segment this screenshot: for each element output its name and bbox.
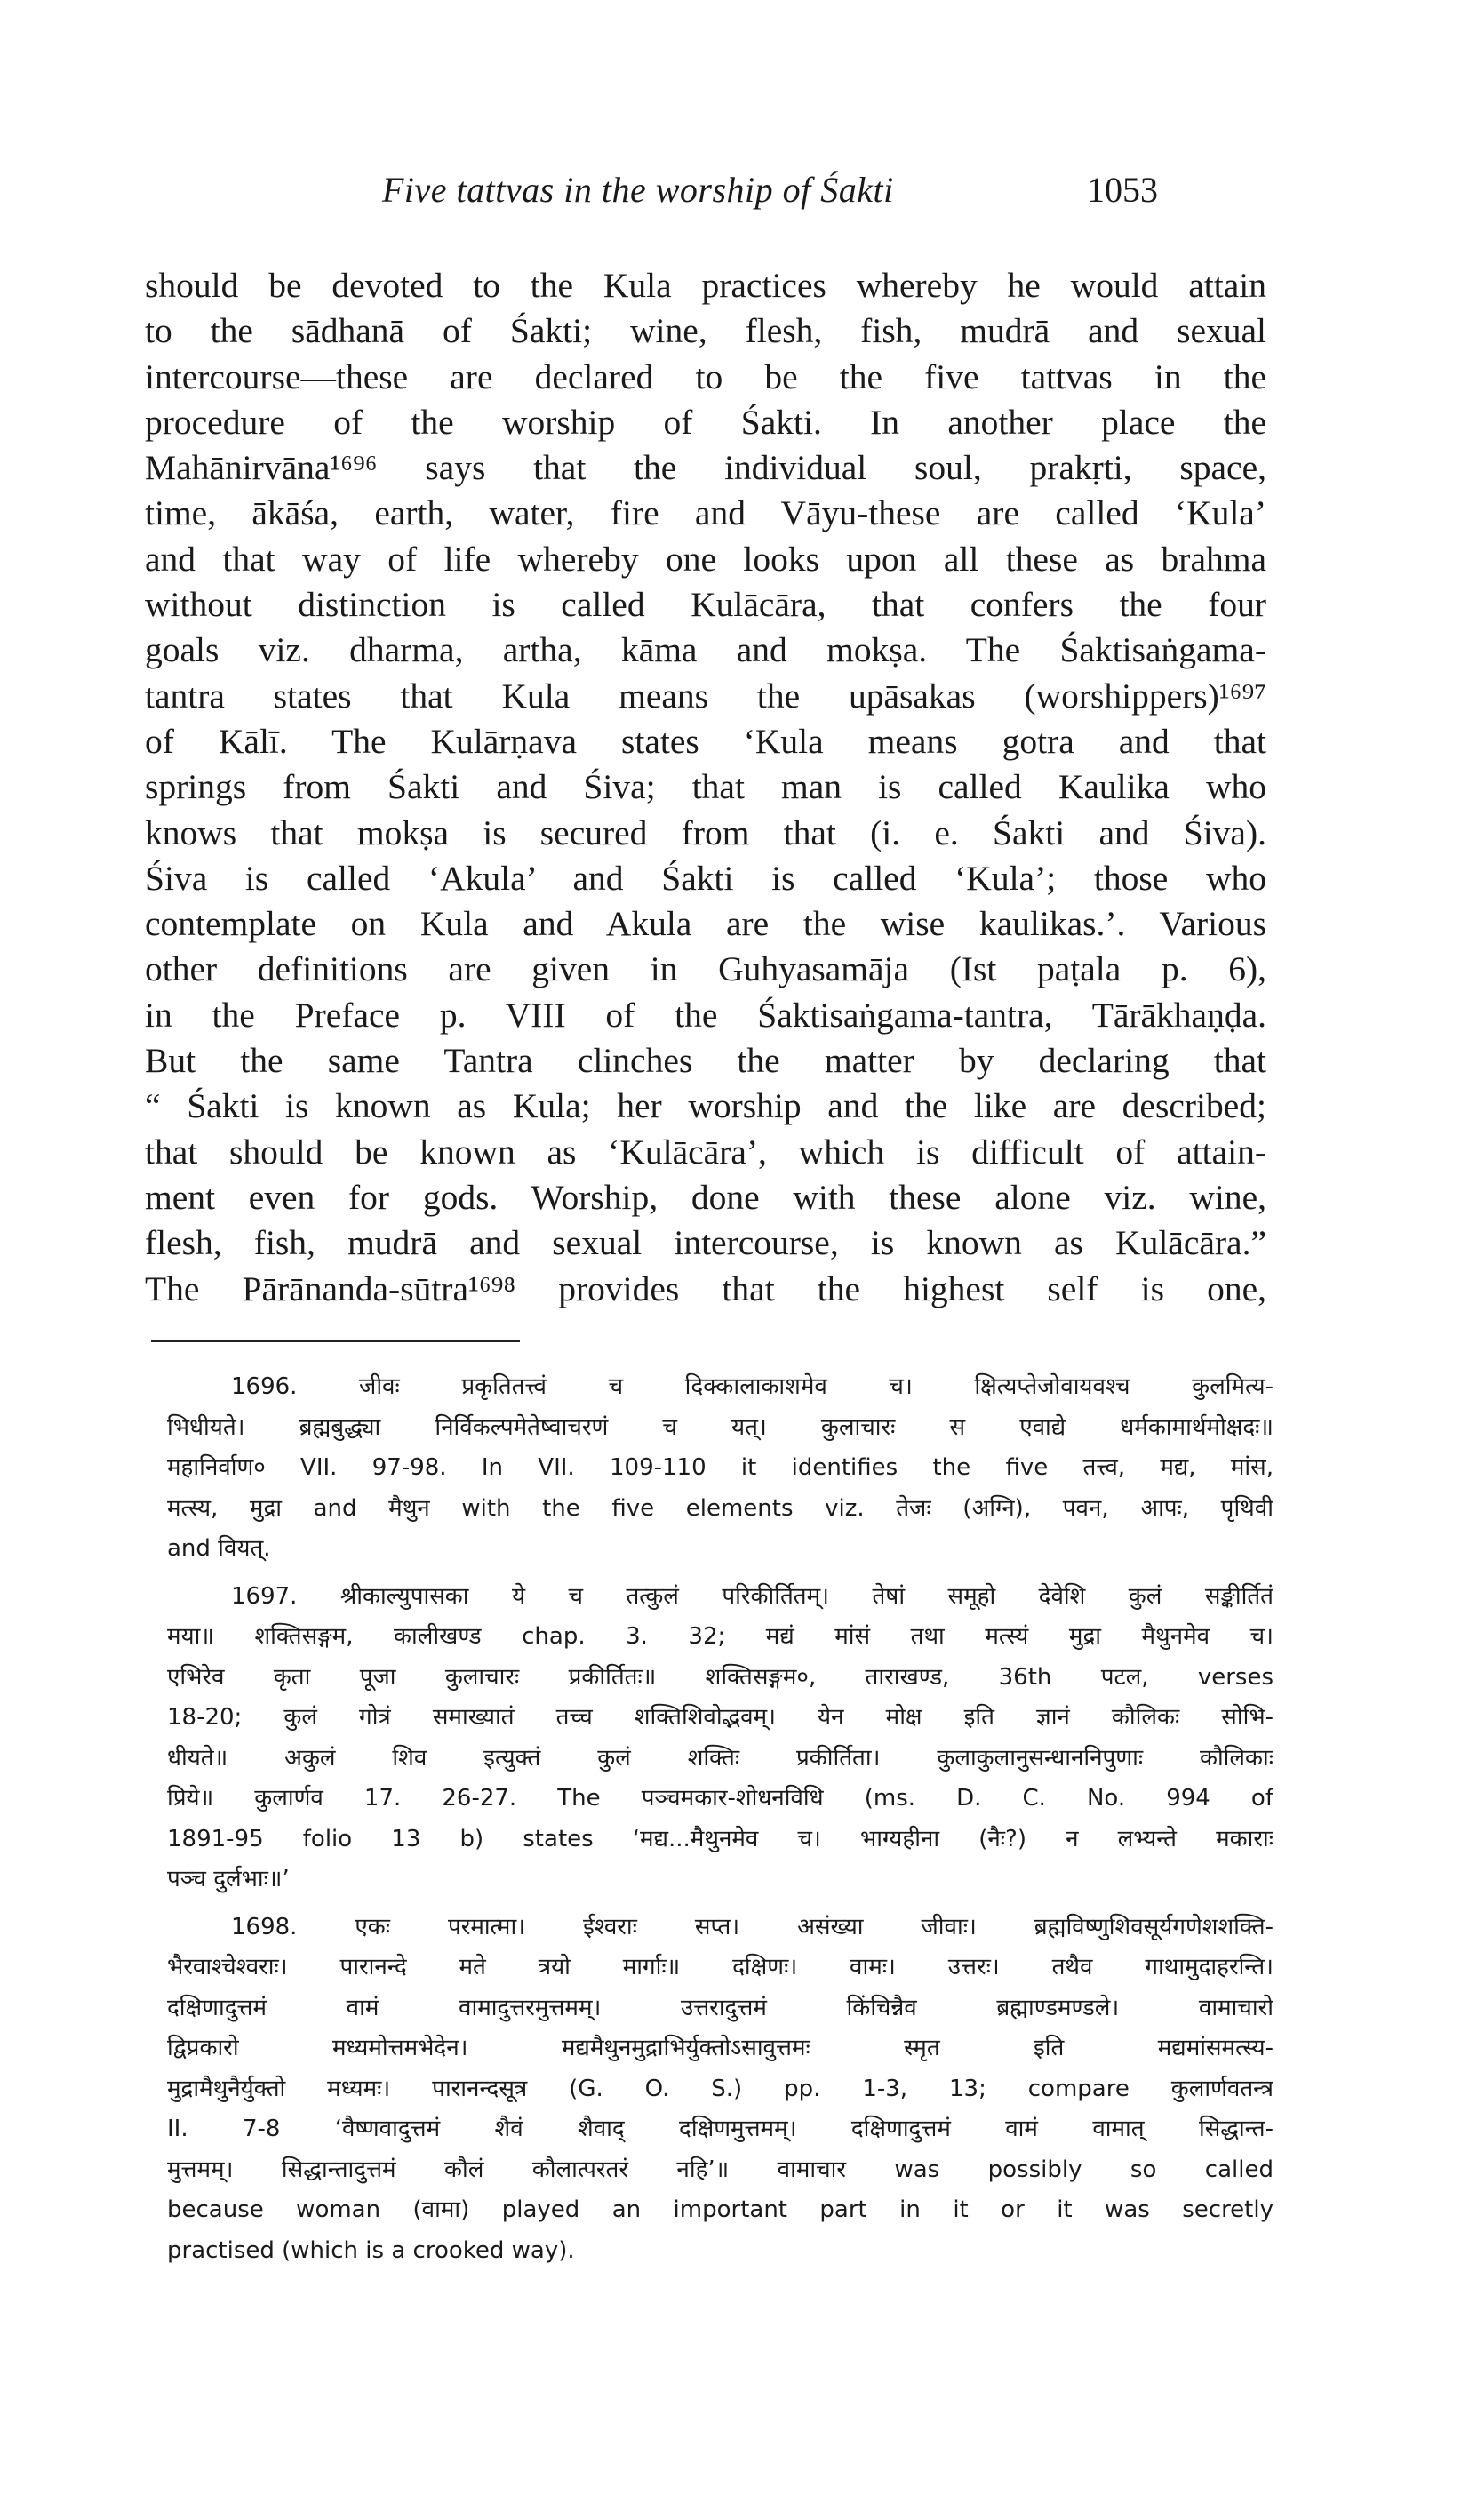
text-line: springs from Śakti and Śiva; that man is called Kaulika who	[145, 767, 1266, 807]
footnote-line: मुद्रामैथुनैर्युक्तो मध्यमः। पारानन्दसूत्र (G. O. S.) pp. 1-3, 13; compare कुलार्णवतन्त्र	[167, 2075, 1273, 2102]
text-line: goals viz. dharma, artha, kāma and mokṣa. The Śaktisaṅgama-	[145, 630, 1266, 670]
footnote-1696	[167, 1367, 1273, 1570]
footnote-line: because woman (वामा) played an important part in it or it was secretly	[167, 2196, 1273, 2223]
footnote-line: II. 7-8 ‘वैष्णवादुत्तमं शैवं शैवाद् दक्षिणमुत्तमम्। दक्षिणादुत्तमं वामं वामात् सिद्धान्त-	[167, 2116, 1273, 2142]
footnote-line: दक्षिणादुत्तमं वामं वामादुत्तरमुत्तमम्। उत्तरादुत्तमं किंचिन्नैव ब्रह्माण्डमण्डले। वामाचारो	[167, 1994, 1273, 2021]
footnote-line: भिधीयते। ब्रह्मबुद्ध्या निर्विकल्पमेतेष्वाचरणं च यत्। कुलाचारः स एवाद्ये धर्मकामार्थमोक्षदः॥	[167, 1413, 1273, 1441]
page-number: 1053	[1087, 170, 1158, 210]
text-line: intercourse—these are declared to be the five tattvas in the	[145, 356, 1266, 396]
footnote-line: महानिर्वाण० VII. 97-98. In VII. 109-110 it identifies the five तत्त्व, मद्य, मांस,	[167, 1454, 1273, 1481]
main-text	[145, 263, 1266, 1312]
text-line: in the Preface p. VIII of the Śaktisaṅgama-tantra, Tārākhaṇḍa.	[145, 995, 1266, 1035]
text-line: Śiva is called ‘Akula’ and Śakti is called ‘Kula’; those who	[145, 858, 1266, 898]
footnote-line: मत्स्य, मुद्रा and मैथुन with the five elements viz. तेजः (अग्नि), पवन, आपः, पृथिवी	[167, 1494, 1273, 1522]
text-line: “ Śakti is known as Kula; her worship and the like are described;	[145, 1086, 1266, 1126]
footnote-line: 1698. एकः परमात्मा। ईश्वराः सप्त। असंख्या जीवाः। ब्रह्मविष्णुशिवसूर्यगणेशशक्ति-	[231, 1913, 1273, 1940]
footnote-line: द्विप्रकारो मध्यमोत्तमभेदेन। मद्यमैथुनमुद्राभिर्युक्तोऽसावुत्तमः स्मृत इति मद्यमांसमत्स्य-	[167, 2035, 1273, 2061]
footnote-line: 18-20; कुलं गोत्रं समाख्यातं तच्च शक्तिशिवोद्भवम्। येन मोक्ष इति ज्ञानं कौलिकः सोभि-	[167, 1704, 1273, 1731]
text-line: procedure of the worship of Śakti. In another place the	[145, 402, 1266, 442]
footnote-line: मुत्तमम्। सिद्धान्तादुत्तमं कौलं कौलात्परतरं नहि’॥ वामाचार was possibly so called	[167, 2156, 1273, 2183]
text-line: should be devoted to the Kula practices whereby he would attain	[145, 266, 1266, 305]
running-title: Five tattvas in the worship of Śakti	[382, 170, 894, 210]
footnote-line: प्रिये॥ कुलार्णव 17. 26-27. The पञ्चमकार-शोधनविधि (ms. D. C. No. 994 of	[167, 1785, 1273, 1812]
text-line: Mahānirvāna¹⁶⁹⁶ says that the individual soul, prakṛti, space,	[145, 448, 1266, 488]
footnotes	[167, 1367, 1273, 2278]
footnote-line: भैरवाश्चेश्वराः। पारानन्दे मते त्रयो मार्गाः॥ दक्षिणः। वामः। उत्तरः। तथैव गाथामुदाहरन्ति।	[167, 1954, 1273, 1980]
footnote-line: 1696. जीवः प्रकृतितत्त्वं च दिक्कालाकाशमेव च। क्षित्यप्तेजोवायवश्च कुलमित्य-	[231, 1373, 1273, 1400]
footnote-line: practised (which is a crooked way).	[167, 2236, 575, 2264]
footnote-1698	[167, 1908, 1273, 2272]
text-line: to the sādhanā of Śakti; wine, flesh, fish, mudrā and sexual	[145, 311, 1266, 351]
text-line: time, ākāśa, earth, water, fire and Vāyu-these are called ‘Kula’	[145, 493, 1266, 533]
text-line: But the same Tantra clinches the matter by declaring that	[145, 1041, 1266, 1081]
footnote-line: and वियत्.	[167, 1535, 271, 1562]
text-line: flesh, fish, mudrā and sexual intercourse, is known as Kulācāra.”	[145, 1223, 1266, 1263]
text-line: knows that mokṣa is secured from that (i. e. Śakti and Śiva).	[145, 812, 1266, 852]
footnote-line: मया॥ शक्तिसङ्गम, कालीखण्ड chap. 3. 32; मद्यं मांसं तथा मत्स्यं मुद्रा मैथुनमेव च।	[167, 1623, 1273, 1650]
text-line: other definitions are given in Guhyasamāja (Ist paṭala p. 6),	[145, 949, 1266, 989]
footnote-line: एभिरेव कृता पूजा कुलाचारः प्रकीर्तितः॥ शक्तिसङ्गम०, ताराखण्ड, 36th पटल, verses	[167, 1663, 1273, 1691]
footnote-line: 1891-95 folio 13 b) states ‘मद्य...मैथुनमेव च। भाग्यहीना (नैः?) न लभ्यन्ते मकाराः	[167, 1825, 1273, 1852]
text-line: without distinction is called Kulācāra, that confers the four	[145, 585, 1266, 625]
footnote-divider	[151, 1340, 520, 1342]
footnote-1697	[167, 1577, 1273, 1900]
footnote-line: पञ्च दुर्लभाः॥’	[167, 1866, 290, 1892]
footnote-line: धीयते॥ अकुलं शिव इत्युक्तं कुलं शक्तिः प्रकीर्तिता। कुलाकुलानुसन्धाननिपुणाः कौलिकाः	[167, 1744, 1273, 1772]
text-line: contemplate on Kula and Akula are the wise kaulikas.’. Various	[145, 904, 1266, 944]
text-line: of Kālī. The Kulārṇava states ‘Kula means gotra and that	[145, 721, 1266, 761]
text-line: that should be known as ‘Kulācāra’, which is difficult of attain-	[145, 1132, 1266, 1172]
text-line: ment even for gods. Worship, done with these alone viz. wine,	[145, 1177, 1266, 1217]
footnote-line: 1697. श्रीकाल्युपासका ये च तत्कुलं परिकीर्तितम्। तेषां समूहो देवेशि कुलं सङ्कीर्तितं	[231, 1582, 1273, 1610]
text-line: The Pārānanda-sūtra¹⁶⁹⁸ provides that the highest self is one,	[145, 1268, 1266, 1308]
text-line: and that way of life whereby one looks upon all these as brahma	[145, 539, 1266, 579]
text-line: tantra states that Kula means the upāsakas (worshippers)¹⁶⁹⁷	[145, 676, 1266, 716]
